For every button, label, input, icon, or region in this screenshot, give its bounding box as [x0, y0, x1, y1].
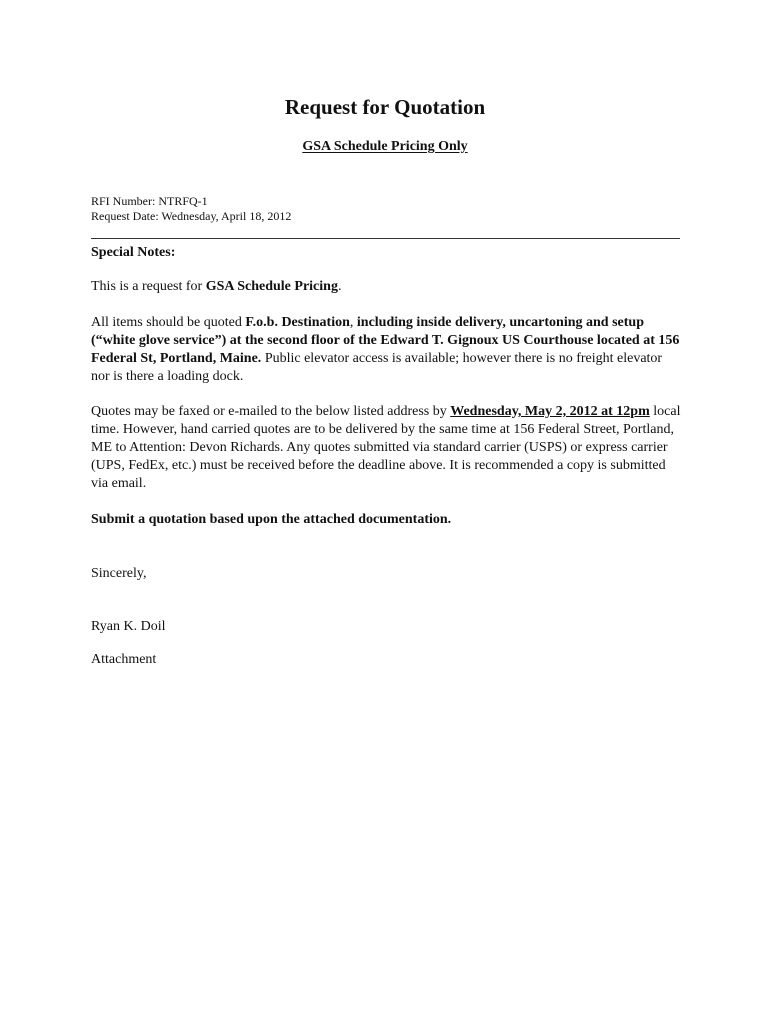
section-divider — [91, 238, 680, 239]
request-date: Request Date: Wednesday, April 18, 2012 — [91, 209, 292, 223]
paragraph-text: Public elevator access is available; however there is no freight elevator nor is there a loading dock. — [91, 351, 663, 384]
paragraph-text: local time. However, hand carried quotes are to be delivered by the same time at 156 Federal Street, Portland, ME to Attention: Devon Richards. Any quotes submitted via standard carrier (USPS) or express carrier (UPS, FedEx, etc.) must be received before the deadline above. It is recommended a copy is submitted via email. — [91, 404, 681, 491]
paragraph-text: This is a request for — [91, 279, 206, 294]
special-notes-heading: Special Notes: — [91, 245, 176, 260]
rfi-number: RFI Number: NTRFQ-1 — [91, 194, 208, 208]
paragraph-submission-deadline — [91, 403, 683, 493]
paragraph-text: . — [337, 279, 342, 294]
closing-salutation: Sincerely, — [91, 566, 147, 581]
paragraph-text: , — [349, 315, 357, 330]
paragraph-delivery-terms — [91, 314, 683, 386]
signer-name: Ryan K. Doil — [91, 619, 166, 634]
document-title: Request for Quotation — [284, 95, 486, 119]
paragraph-text: Quotes may be faxed or e-mailed to the below listed address by — [91, 404, 451, 419]
attachment-label: Attachment — [91, 652, 157, 667]
paragraph-gsa-request — [91, 278, 683, 296]
paragraph-text: All items should be quoted — [91, 315, 246, 330]
paragraph-bold-text: Submit a quotation based upon the attached documentation. — [91, 512, 452, 527]
paragraph-bold-text: F.o.b. Destination — [245, 315, 350, 330]
paragraph-bold-text: GSA Schedule Pricing — [205, 279, 338, 294]
document-subtitle: GSA Schedule Pricing Only — [302, 139, 468, 154]
paragraph-bold-text: including inside delivery, uncartoning and setup (“white glove service”) at the second floor of the Edward T. Gignoux US Courthouse located at 156 Federal St, Portland, Maine. — [91, 315, 680, 366]
paragraph-submit-instruction — [91, 511, 683, 529]
deadline-text: Wednesday, May 2, 2012 at 12pm — [450, 404, 650, 419]
